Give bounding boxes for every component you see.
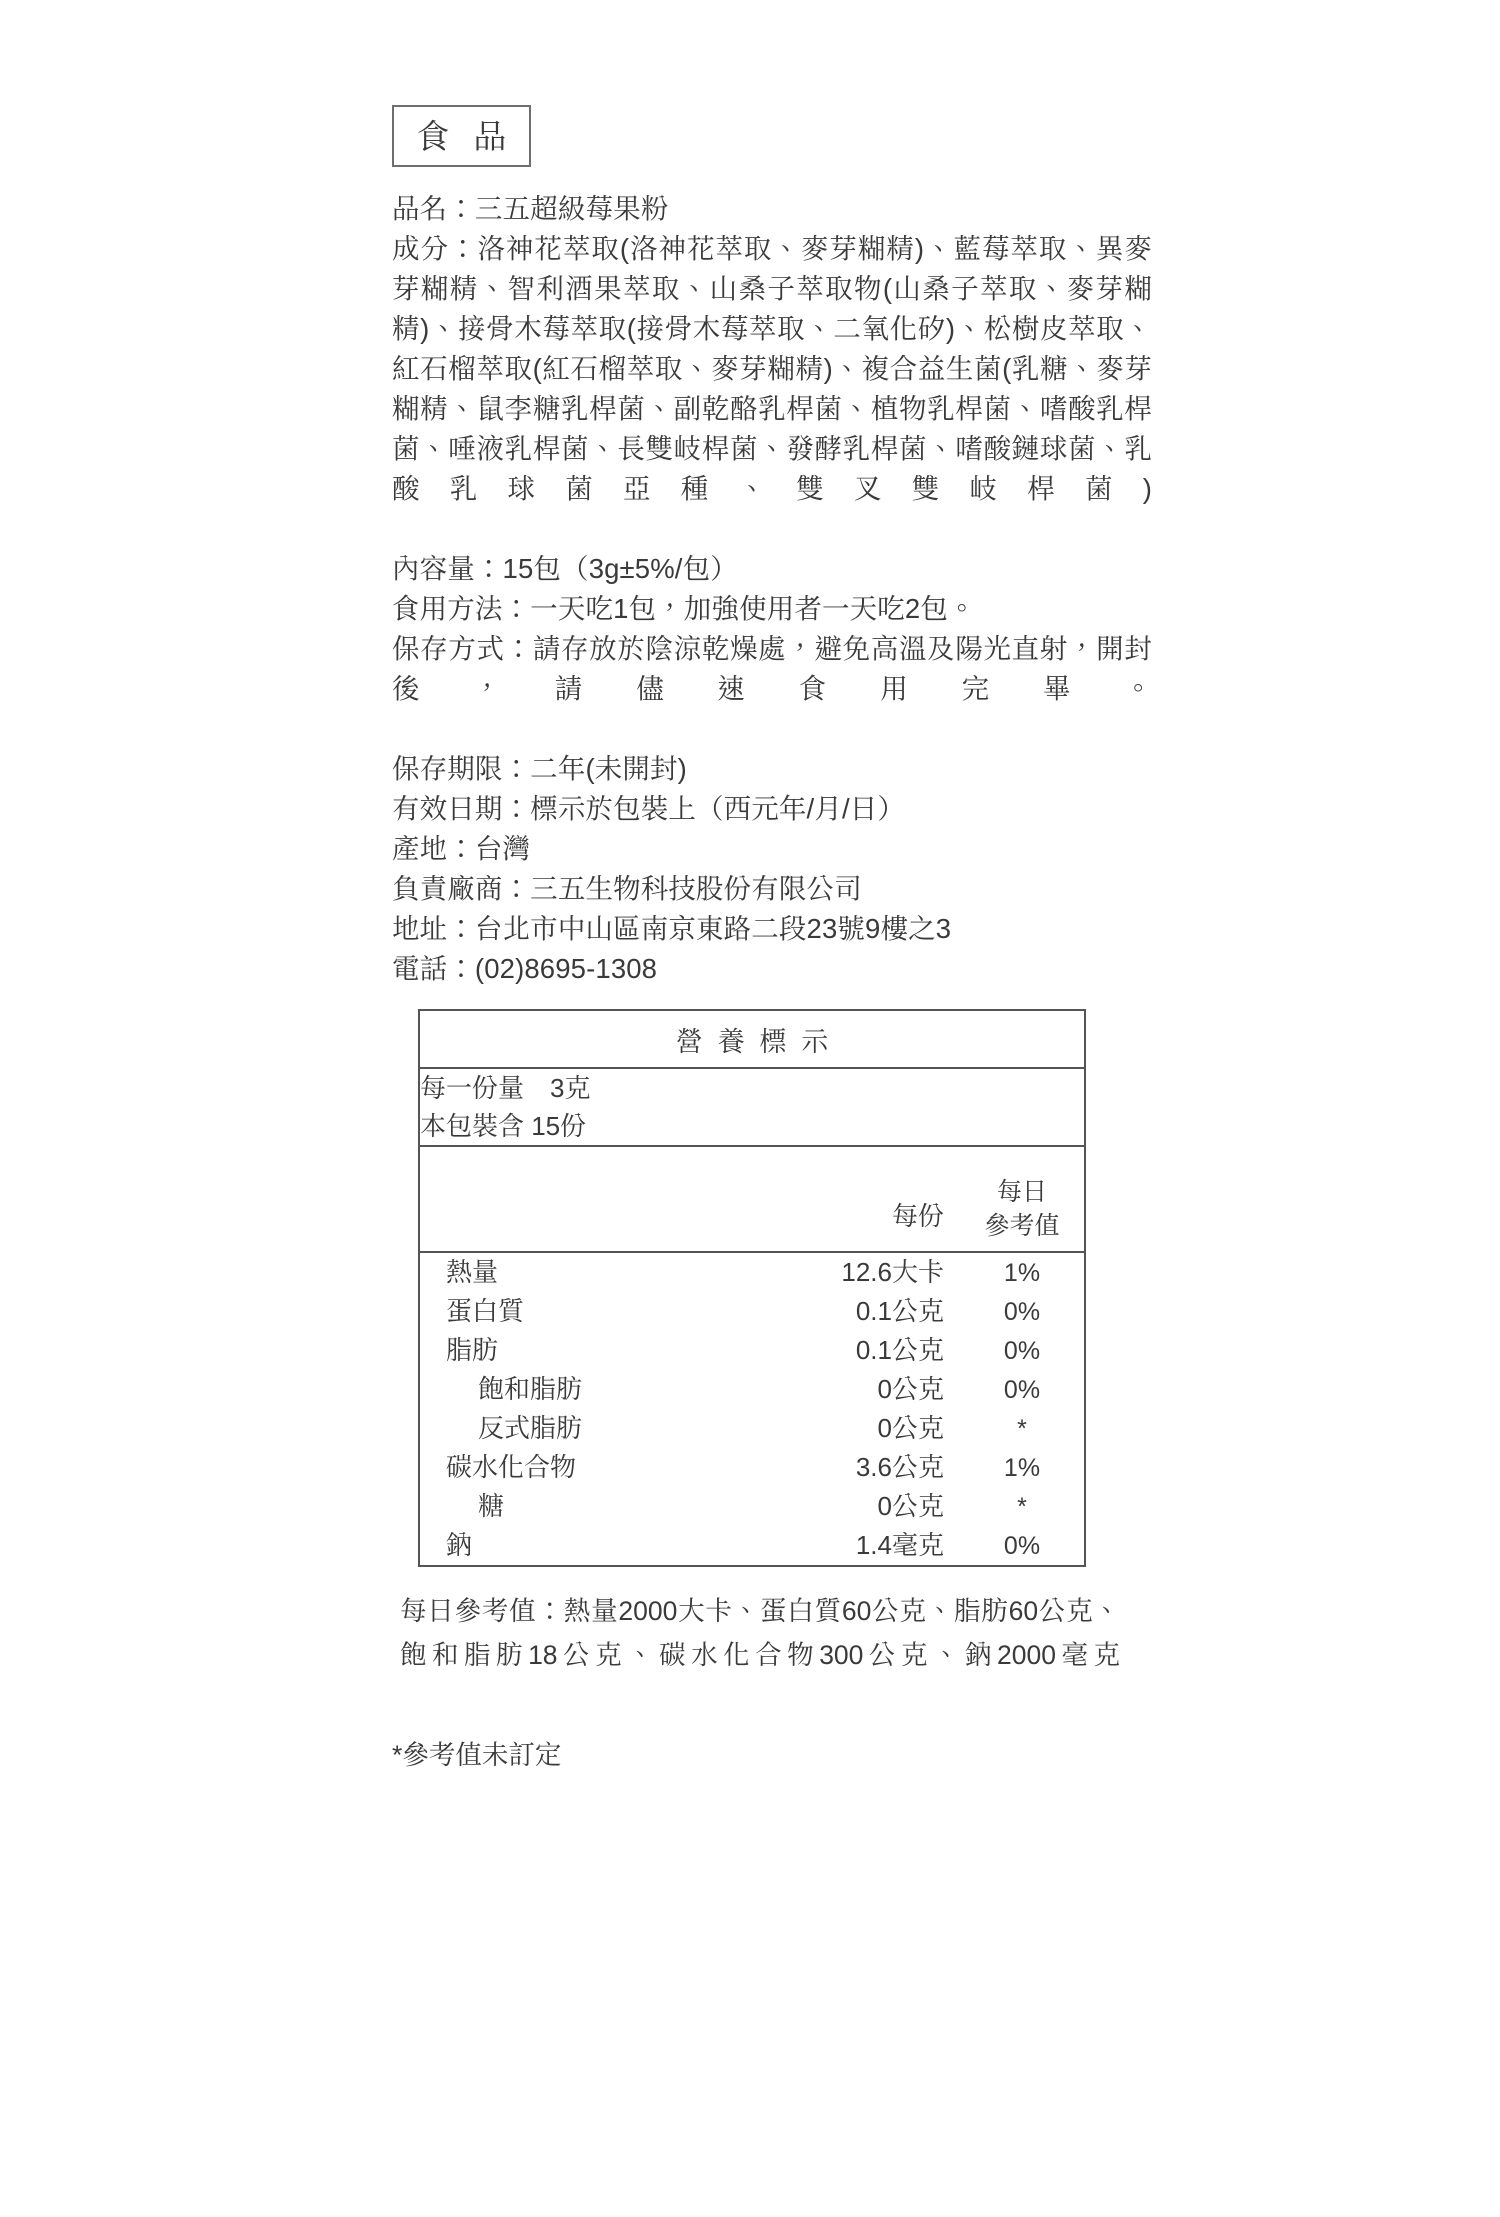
info-ingredients: 成分：洛神花萃取(洛神花萃取、麥芽糊精)、藍莓萃取、異麥芽糊精、智利酒果萃取、山桑子萃取物(山桑子萃取、麥芽糊精)、接骨木莓萃取(接骨木莓萃取、二氧化矽)、松樹皮萃取、紅石榴萃取(紅石榴萃取、麥芽糊精)、複合益生菌(乳糖、麥芽糊精、鼠李糖乳桿菌、副乾酪乳桿菌、植物乳桿菌、嗜酸乳桿菌、唾液乳桿菌、長雙岐桿菌、發酵乳桿菌、嗜酸鏈球菌、乳酸乳球菌亞種、雙叉雙岐桿菌): [392, 233, 1152, 504]
nutrient-daily-value: 1%: [1003, 1454, 1041, 1482]
nutrient-daily-value: 0%: [1003, 1337, 1041, 1365]
column-header-daily-line2: 參考值: [984, 1212, 1060, 1240]
table-row: [420, 1409, 1084, 1448]
nutrition-table-wrapper: [418, 1009, 1086, 1567]
nutrition-table: [418, 1009, 1086, 1567]
nutrient-value: 1.4毫克: [855, 1530, 944, 1560]
food-label-page: [392, 0, 1152, 1775]
table-row: [420, 1487, 1084, 1526]
table-row: [420, 1331, 1084, 1370]
footnote-block: [392, 1589, 1120, 1775]
servings-per-pack: 本包裝含 15份: [420, 1111, 587, 1141]
table-row: [420, 1448, 1084, 1487]
nutrient-name: 鈉: [446, 1530, 473, 1560]
serving-size: 每一份量 3克: [420, 1073, 591, 1103]
nutrient-name: 脂肪: [446, 1335, 499, 1365]
info-storage: 保存方式：請存放於陰涼乾燥處，避免高溫及陽光直射，開封後，請儘速食用完畢。: [392, 633, 1152, 704]
table-row: [420, 1526, 1084, 1565]
nutrient-daily-value: 1%: [1003, 1259, 1041, 1287]
category-badge: [392, 105, 531, 167]
info-phone: 電話：(02)8695-1308: [392, 953, 658, 984]
info-origin: 產地：台灣: [392, 833, 531, 864]
info-usage: 食用方法：一天吃1包，加強使用者一天吃2包。: [392, 593, 976, 624]
info-shelf-life: 保存期限：二年(未開封): [392, 753, 687, 784]
nutrient-value: 12.6大卡: [841, 1257, 944, 1287]
category-label: 食 品: [416, 117, 514, 155]
table-row: [420, 1370, 1084, 1409]
column-header-daily-line1: 每日: [996, 1178, 1047, 1206]
nutrient-daily-value: *: [1017, 1415, 1027, 1443]
nutrition-title-row: [419, 1010, 1085, 1068]
nutrient-daily-value: 0%: [1003, 1298, 1041, 1326]
nutrition-title: 營養標示: [675, 1026, 844, 1057]
table-row: [420, 1253, 1084, 1292]
nutrient-value: 0公克: [877, 1413, 944, 1443]
nutrition-serving-row: [419, 1068, 1085, 1146]
nutrient-name: 碳水化合物: [446, 1452, 577, 1482]
nutrient-value: 0.1公克: [855, 1335, 944, 1365]
nutrient-name: 蛋白質: [446, 1296, 525, 1326]
nutrition-header-cell: [419, 1146, 1085, 1252]
info-manufacturer: 負責廠商：三五生物科技股份有限公司: [392, 873, 862, 904]
nutrient-value: 0.1公克: [855, 1296, 944, 1326]
info-net-content: 內容量：15包（3g±5%/包）: [392, 553, 738, 584]
nutrition-title-cell: [419, 1010, 1085, 1068]
nutrient-name: 飽和脂肪: [478, 1374, 583, 1404]
info-expiry-date: 有效日期：標示於包裝上（西元年/月/日）: [392, 793, 906, 824]
nutrient-value: 3.6公克: [855, 1452, 944, 1482]
nutrient-name: 糖: [478, 1491, 505, 1521]
table-row: [420, 1292, 1084, 1331]
info-product-name: 品名：三五超級莓果粉: [392, 193, 669, 224]
nutrient-daily-value: 0%: [1003, 1376, 1041, 1404]
nutrient-daily-value: 0%: [1003, 1532, 1041, 1560]
nutrition-header-row: [419, 1146, 1085, 1252]
nutrient-daily-value: *: [1017, 1493, 1027, 1521]
info-address: 地址：台北市中山區南京東路二段23號9樓之3: [392, 913, 952, 944]
nutrition-serving-cell: [419, 1068, 1085, 1146]
daily-reference-note: 每日參考值：熱量2000大卡、蛋白質60公克、脂肪60公克、飽和脂肪18公克、碳水化合物300公克、鈉2000毫克: [400, 1596, 1120, 1670]
column-header-daily-value: [960, 1175, 1084, 1251]
product-info-block: [392, 189, 1152, 989]
nutrient-name: 熱量: [446, 1257, 499, 1287]
nutrient-value: 0公克: [877, 1374, 944, 1404]
nutrient-value: 0公克: [877, 1491, 944, 1521]
nutrition-body-cell: [419, 1252, 1085, 1566]
nutrition-body-row: [419, 1252, 1085, 1566]
star-note: *參考值未訂定: [392, 1740, 562, 1770]
column-header-per-serving: 每份: [891, 1201, 944, 1231]
nutrient-name: 反式脂肪: [478, 1413, 583, 1443]
